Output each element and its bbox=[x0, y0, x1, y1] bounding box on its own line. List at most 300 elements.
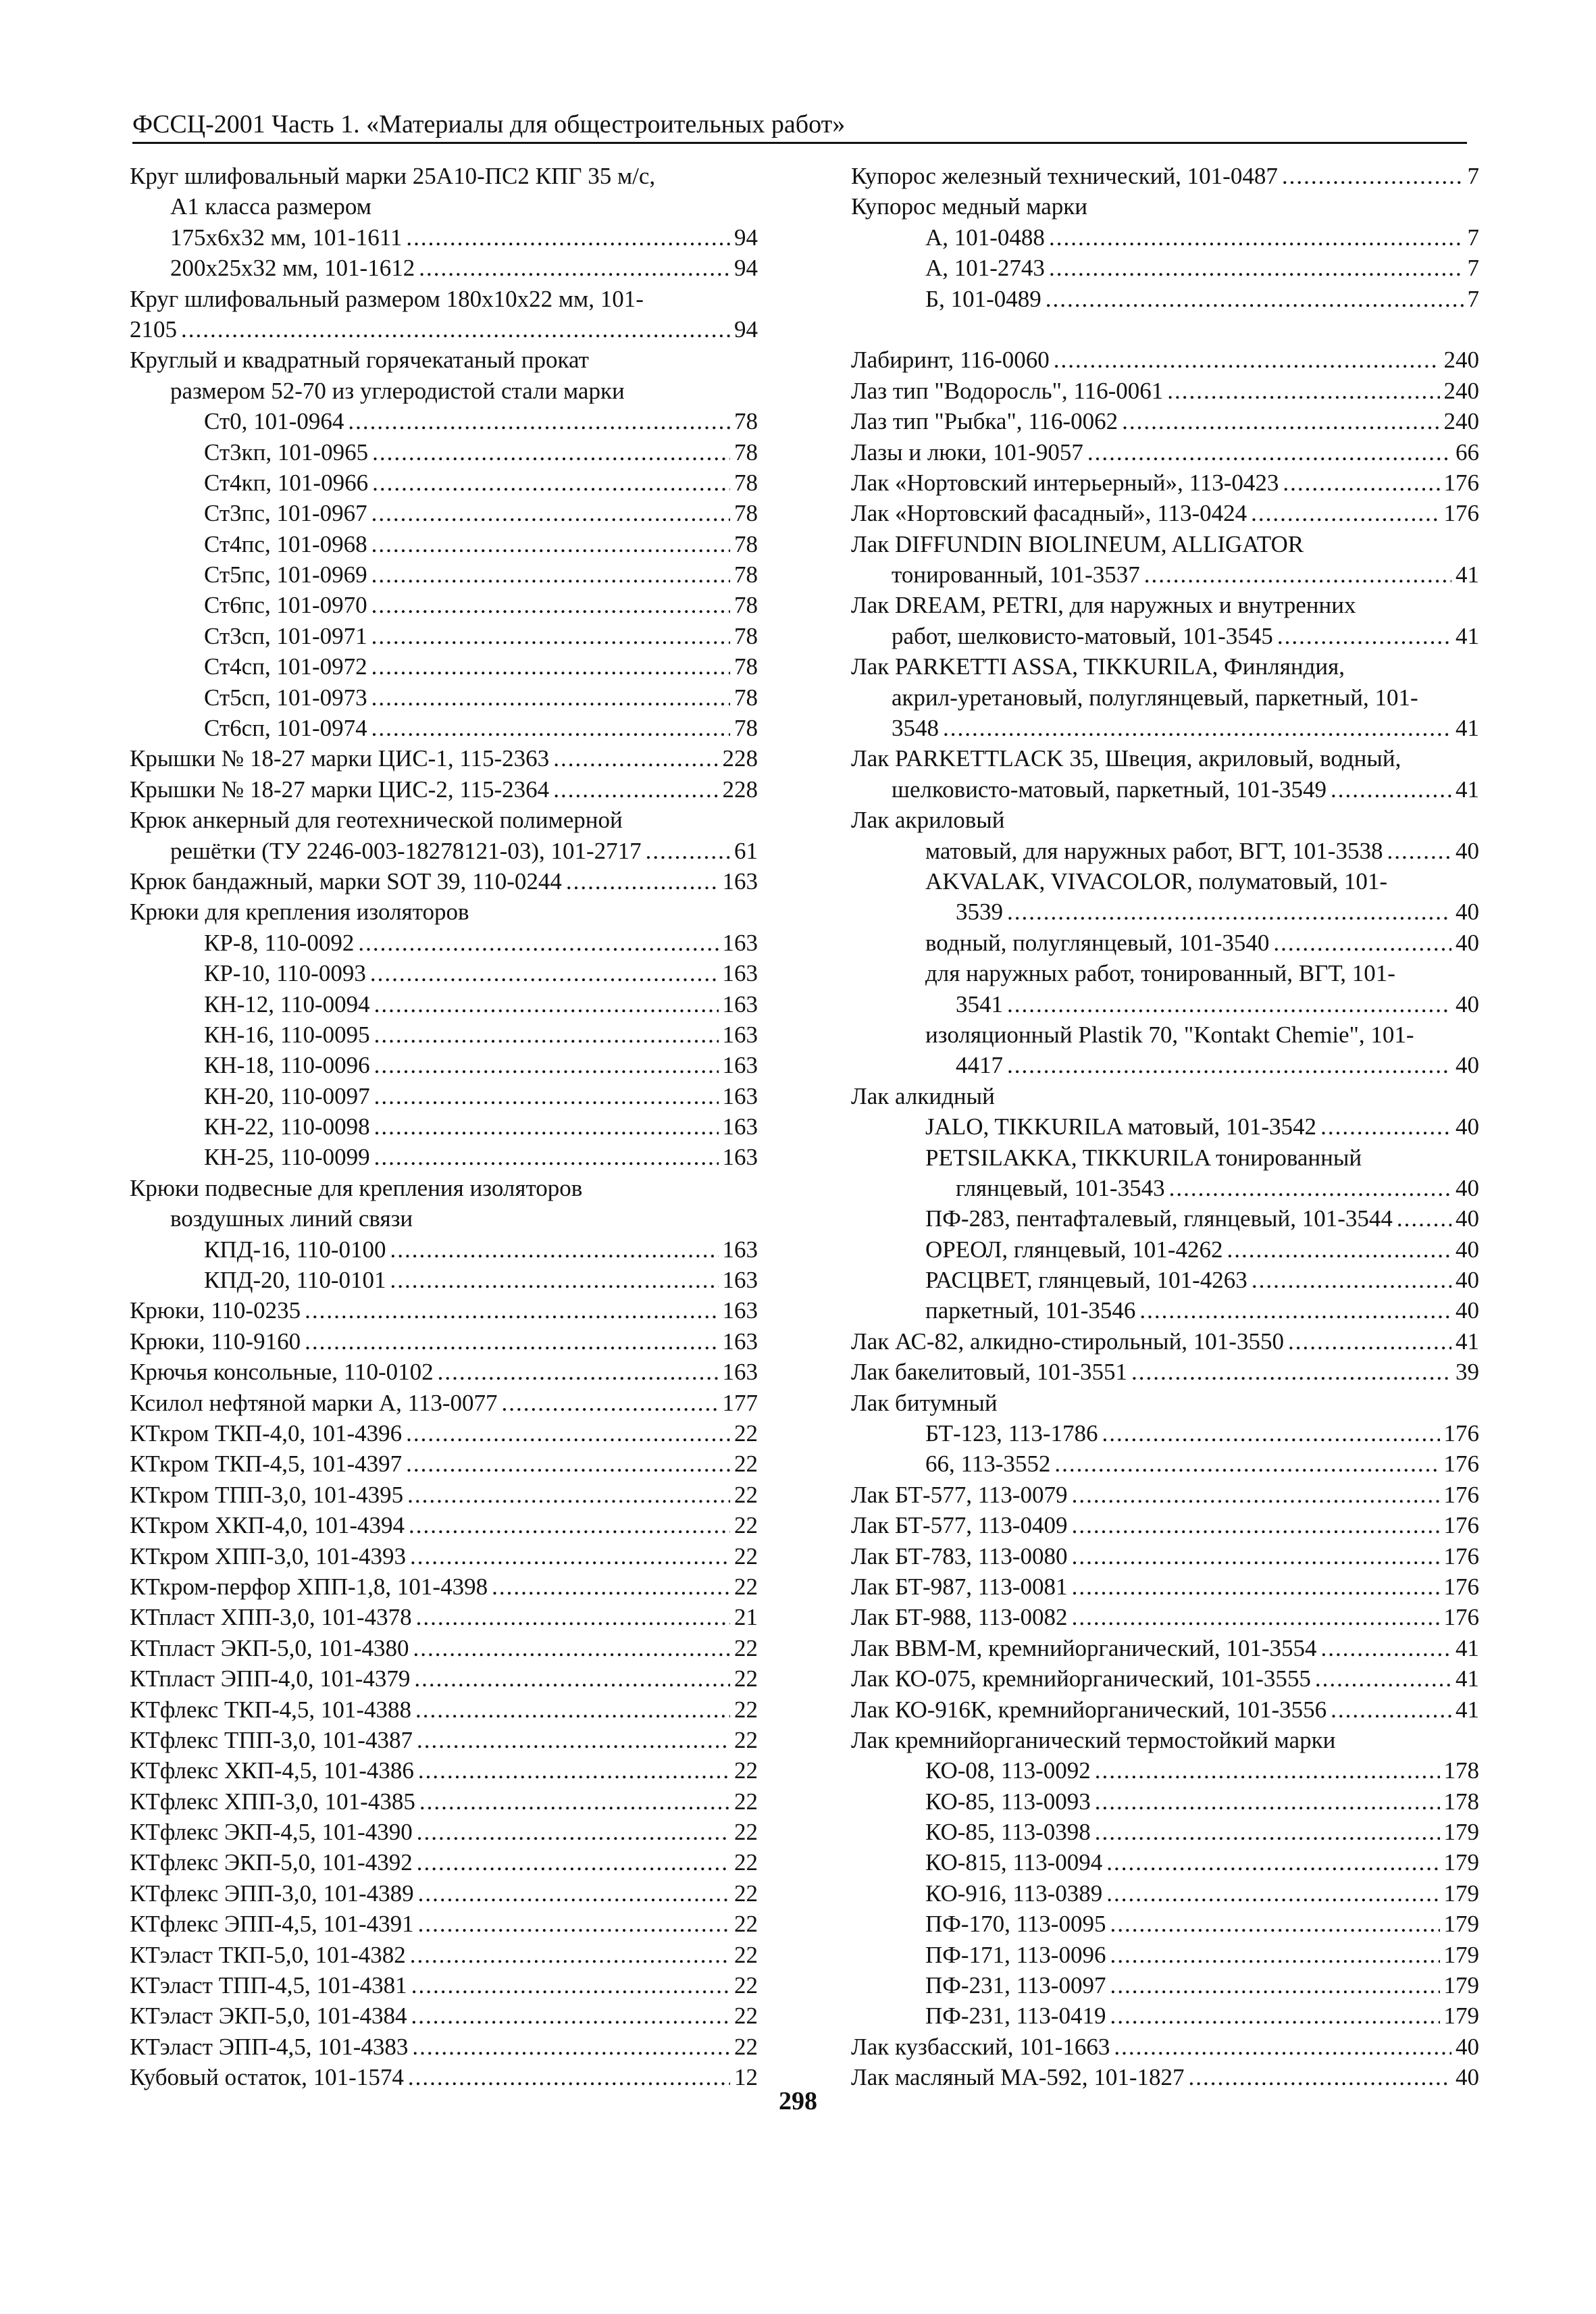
index-heading: Купорос медный марки bbox=[851, 193, 1088, 220]
entry-label: КО-85, 113-0398 bbox=[925, 1819, 1091, 1846]
entry-page-number: 78 bbox=[734, 592, 758, 619]
entry-page-number: 40 bbox=[1456, 1236, 1479, 1263]
entry-label: КН-18, 110-0096 bbox=[204, 1052, 370, 1079]
index-heading: изоляционный Plastik 70, "Kontakt Chemie", 101- bbox=[925, 1021, 1414, 1048]
entry-label: шелковисто-матовый, паркетный, 101-3549 bbox=[892, 776, 1327, 803]
dot-leader bbox=[1007, 989, 1451, 1020]
entry-label: КН-22, 110-0098 bbox=[204, 1113, 370, 1140]
entry-page-number: 163 bbox=[722, 1359, 758, 1386]
entry-label: 4417 bbox=[956, 1052, 1003, 1079]
entry-page-number: 94 bbox=[734, 316, 758, 343]
entry-label: РАСЦВЕТ, глянцевый, 101-4263 bbox=[925, 1267, 1247, 1294]
index-entry bbox=[130, 1694, 758, 1725]
index-heading: Крюки для крепления изоляторов bbox=[130, 899, 469, 926]
entry-label: КТфлекс ХПП-3,0, 101-4385 bbox=[130, 1788, 415, 1815]
entry-page-number: 22 bbox=[734, 1481, 758, 1508]
index-entry bbox=[130, 1081, 758, 1111]
entry-page-number: 176 bbox=[1443, 500, 1479, 527]
index-heading: Лак PARKETTLACK 35, Швеция, акриловый, водный, bbox=[851, 745, 1401, 772]
entry-label: КО-08, 113-0092 bbox=[925, 1757, 1091, 1784]
index-entry bbox=[130, 1602, 758, 1632]
entry-label: ОРЕОЛ, глянцевый, 101-4262 bbox=[925, 1236, 1223, 1263]
dot-leader bbox=[417, 1847, 730, 1878]
entry-label: Ст0, 101-0964 bbox=[204, 408, 344, 435]
index-heading: акрил-уретановый, полуглянцевый, паркетный, 101- bbox=[892, 684, 1418, 711]
entry-page-number: 61 bbox=[734, 837, 758, 864]
dot-leader bbox=[943, 713, 1451, 743]
index-entry bbox=[851, 1480, 1479, 1510]
entry-label: Ст3сп, 101-0971 bbox=[204, 622, 367, 649]
index-entry bbox=[851, 1755, 1479, 1786]
index-heading: Лак PARKETTI ASSA, TIKKURILA, Финляндия, bbox=[851, 653, 1345, 680]
entry-label: паркетный, 101-3546 bbox=[925, 1297, 1136, 1324]
entry-page-number: 22 bbox=[734, 1451, 758, 1478]
dot-leader bbox=[418, 1755, 730, 1786]
entry-page-number: 228 bbox=[722, 776, 758, 803]
entry-page-number: 78 bbox=[734, 469, 758, 496]
dot-leader bbox=[358, 928, 718, 958]
entry-label: Ксилол нефтяной марки А, 113-0077 bbox=[130, 1389, 498, 1416]
entry-page-number: 163 bbox=[722, 1113, 758, 1140]
index-entry bbox=[130, 1234, 758, 1265]
dot-leader bbox=[1167, 376, 1439, 406]
index-entry bbox=[851, 836, 1479, 866]
dot-leader bbox=[1144, 559, 1451, 590]
index-entry bbox=[851, 1663, 1479, 1694]
dot-leader bbox=[1007, 897, 1451, 927]
entry-page-number: 179 bbox=[1443, 2003, 1479, 2030]
entry-label: КО-85, 113-0093 bbox=[925, 1788, 1091, 1815]
dot-leader bbox=[1110, 1909, 1439, 1939]
index-entry bbox=[130, 1510, 758, 1540]
index-entry bbox=[130, 1388, 758, 1418]
dot-leader bbox=[418, 1909, 730, 1939]
index-entry bbox=[851, 1234, 1479, 1265]
index-entry bbox=[130, 1111, 758, 1142]
entry-label: Б, 101-0489 bbox=[925, 285, 1041, 312]
entry-page-number: 179 bbox=[1443, 1911, 1479, 1938]
entry-page-number: 40 bbox=[1456, 1297, 1479, 1324]
entry-page-number: 240 bbox=[1443, 347, 1479, 374]
index-entry bbox=[130, 836, 758, 866]
dot-leader bbox=[390, 1234, 719, 1265]
entry-label: БТ-123, 113-1786 bbox=[925, 1420, 1098, 1447]
entry-label: Лак БТ-987, 113-0081 bbox=[851, 1573, 1068, 1600]
index-entry bbox=[851, 253, 1479, 283]
index-entry bbox=[130, 468, 758, 498]
entry-page-number: 40 bbox=[1456, 2033, 1479, 2060]
entry-page-number: 176 bbox=[1443, 1542, 1479, 1569]
entry-label: А, 101-0488 bbox=[925, 224, 1045, 251]
dot-leader bbox=[410, 1940, 730, 1970]
dot-leader bbox=[1320, 1111, 1451, 1142]
entry-label: Лак БТ-783, 113-0080 bbox=[851, 1542, 1068, 1569]
entry-page-number: 240 bbox=[1443, 377, 1479, 404]
index-entry bbox=[851, 2001, 1479, 2031]
entry-label: КТпласт ЭПП-4,0, 101-4379 bbox=[130, 1665, 411, 1692]
index-entry bbox=[851, 713, 1479, 743]
entry-label: Лак БТ-577, 113-0079 bbox=[851, 1481, 1068, 1508]
index-heading: для наружных работ, тонированный, ВГТ, 101- bbox=[925, 960, 1395, 987]
index-entry bbox=[851, 1326, 1479, 1357]
entry-label: КПД-20, 110-0101 bbox=[204, 1267, 386, 1294]
index-entry bbox=[130, 1265, 758, 1295]
entry-label: Крюки, 110-9160 bbox=[130, 1328, 301, 1355]
dot-leader bbox=[181, 314, 730, 345]
entry-label: Лак КО-075, кремнийорганический, 101-3555 bbox=[851, 1665, 1311, 1692]
index-entry bbox=[851, 1571, 1479, 1602]
index-entry bbox=[130, 1480, 758, 1510]
entry-label: Лаз тип "Рыбка", 116-0062 bbox=[851, 408, 1118, 435]
dot-leader bbox=[1095, 1755, 1440, 1786]
entry-label: Крышки № 18-27 марки ЦИС-1, 115-2363 bbox=[130, 745, 550, 772]
entry-page-number: 41 bbox=[1456, 776, 1479, 803]
dot-leader bbox=[418, 1878, 730, 1909]
entry-page-number: 179 bbox=[1443, 1941, 1479, 1968]
index-entry bbox=[851, 1909, 1479, 1939]
entry-page-number: 40 bbox=[1456, 1267, 1479, 1294]
index-entry bbox=[851, 559, 1479, 590]
page-number: 298 bbox=[779, 2087, 817, 2115]
index-entry bbox=[851, 897, 1479, 927]
entry-page-number: 40 bbox=[1456, 929, 1479, 956]
index-entry bbox=[851, 1970, 1479, 2001]
index-heading: воздушных линий связи bbox=[170, 1205, 413, 1232]
dot-leader bbox=[1072, 1510, 1440, 1540]
entry-label: 175х6х32 мм, 101-1611 bbox=[170, 224, 403, 251]
entry-page-number: 41 bbox=[1456, 1696, 1479, 1723]
index-entry bbox=[130, 1633, 758, 1663]
dot-leader bbox=[412, 2032, 730, 2062]
entry-label: Лабиринт, 116-0060 bbox=[851, 347, 1050, 374]
dot-leader bbox=[411, 1970, 730, 2001]
dot-leader bbox=[1227, 1234, 1451, 1265]
entry-label: ПФ-231, 113-0097 bbox=[925, 1972, 1106, 1999]
dot-leader bbox=[372, 437, 730, 468]
entry-page-number: 179 bbox=[1443, 1819, 1479, 1846]
dot-leader bbox=[371, 713, 730, 743]
dot-leader bbox=[566, 866, 719, 897]
entry-page-number: 40 bbox=[1456, 899, 1479, 926]
index-entry bbox=[851, 1173, 1479, 1203]
dot-leader bbox=[417, 1817, 730, 1847]
entry-label: КТкром ТКП-4,0, 101-4396 bbox=[130, 1420, 403, 1447]
dot-leader bbox=[1095, 1786, 1440, 1817]
entry-page-number: 39 bbox=[1456, 1359, 1479, 1386]
index-entry bbox=[130, 1786, 758, 1817]
entry-page-number: 41 bbox=[1456, 622, 1479, 649]
entry-label: Крючья консольные, 110-0102 bbox=[130, 1359, 434, 1386]
entry-page-number: 179 bbox=[1443, 1880, 1479, 1907]
dot-leader bbox=[1102, 1418, 1440, 1449]
entry-page-number: 163 bbox=[722, 1144, 758, 1171]
entry-label: Лазы и люки, 101-9057 bbox=[851, 438, 1083, 466]
entry-page-number: 176 bbox=[1443, 1420, 1479, 1447]
entry-page-number: 78 bbox=[734, 438, 758, 466]
entry-page-number: 176 bbox=[1443, 1512, 1479, 1539]
index-heading: Лак DREAM, PETRI, для наружных и внутренних bbox=[851, 592, 1356, 619]
entry-label: Лак бакелитовый, 101-3551 bbox=[851, 1359, 1127, 1386]
entry-label: КР-10, 110-0093 bbox=[204, 960, 366, 987]
entry-page-number: 22 bbox=[734, 1941, 758, 1968]
index-heading: Круг шлифовальный размером 180х10х22 мм, 101- bbox=[130, 285, 644, 312]
index-entry bbox=[130, 529, 758, 559]
index-entry bbox=[130, 437, 758, 468]
entry-page-number: 40 bbox=[1456, 837, 1479, 864]
dot-leader bbox=[553, 774, 718, 805]
entry-label: КО-916, 113-0389 bbox=[925, 1880, 1103, 1907]
dot-leader bbox=[1282, 161, 1464, 191]
entry-label: КН-25, 110-0099 bbox=[204, 1144, 370, 1171]
entry-page-number: 179 bbox=[1443, 1849, 1479, 1876]
entry-label: Крюк бандажный, марки SOT 39, 110-0244 bbox=[130, 867, 562, 895]
entry-page-number: 176 bbox=[1443, 1573, 1479, 1600]
entry-label: Ст5сп, 101-0973 bbox=[204, 684, 367, 711]
entry-label: Купорос железный технический, 101-0487 bbox=[851, 162, 1278, 189]
entry-label: КТпласт ХПП-3,0, 101-4378 bbox=[130, 1604, 412, 1631]
entry-label: КТэласт ЭКП-5,0, 101-4384 bbox=[130, 2003, 407, 2030]
index-entry bbox=[130, 1449, 758, 1479]
entry-label: КТэласт ТКП-5,0, 101-4382 bbox=[130, 1941, 406, 1968]
entry-label: КТфлекс ЭКП-4,5, 101-4390 bbox=[130, 1819, 413, 1846]
entry-label: Ст3кп, 101-0965 bbox=[204, 438, 369, 466]
entry-page-number: 163 bbox=[722, 867, 758, 895]
entry-label: 3541 bbox=[956, 990, 1003, 1017]
entry-label: 2105 bbox=[130, 316, 177, 343]
index-heading: Круглый и квадратный горячекатаный прокат bbox=[130, 347, 589, 374]
entry-label: Ст5пс, 101-0969 bbox=[204, 561, 367, 588]
dot-leader bbox=[406, 1449, 730, 1479]
entry-label: Кубовый остаток, 101-1574 bbox=[130, 2064, 404, 2091]
entry-page-number: 176 bbox=[1443, 1481, 1479, 1508]
dot-leader bbox=[1110, 1970, 1439, 2001]
index-entry bbox=[130, 866, 758, 897]
entry-label: Лак кузбасский, 101-1663 bbox=[851, 2033, 1110, 2060]
index-entry bbox=[130, 314, 758, 345]
index-entry bbox=[130, 559, 758, 590]
index-entry bbox=[130, 498, 758, 528]
index-entry bbox=[130, 1663, 758, 1694]
index-entry bbox=[130, 1326, 758, 1357]
dot-leader bbox=[374, 1050, 719, 1080]
entry-label: 3548 bbox=[892, 715, 939, 742]
entry-label: 66, 113-3552 bbox=[925, 1451, 1051, 1478]
dot-leader bbox=[371, 590, 730, 620]
entry-page-number: 22 bbox=[734, 1880, 758, 1907]
dot-leader bbox=[411, 2001, 730, 2031]
entry-page-number: 22 bbox=[734, 1972, 758, 1999]
index-entry bbox=[851, 1694, 1479, 1725]
index-entry bbox=[130, 989, 758, 1020]
entry-label: ПФ-231, 113-0419 bbox=[925, 2003, 1106, 2030]
dot-leader bbox=[1054, 345, 1440, 375]
dot-leader bbox=[374, 989, 719, 1020]
running-header: ФССЦ-2001 Часть 1. «Материалы для общестроительных работ» bbox=[132, 107, 1467, 144]
entry-label: КТкром ХКП-4,0, 101-4394 bbox=[130, 1512, 405, 1539]
entry-page-number: 22 bbox=[734, 1573, 758, 1600]
entry-page-number: 40 bbox=[1456, 2064, 1479, 2091]
dot-leader bbox=[374, 1081, 719, 1111]
index-entry bbox=[851, 1940, 1479, 1970]
dot-leader bbox=[1397, 1203, 1451, 1234]
entry-label: КР-8, 110-0092 bbox=[204, 929, 355, 956]
entry-page-number: 163 bbox=[722, 929, 758, 956]
dot-leader bbox=[1110, 1940, 1439, 1970]
index-entry bbox=[130, 958, 758, 988]
index-entry bbox=[851, 1817, 1479, 1847]
dot-leader bbox=[372, 468, 730, 498]
dot-leader bbox=[410, 1541, 730, 1571]
index-entry bbox=[851, 376, 1479, 406]
index-heading: Лак кремнийорганический термостойкий марки bbox=[851, 1726, 1336, 1753]
index-entry bbox=[851, 1510, 1479, 1540]
entry-page-number: 22 bbox=[734, 1819, 758, 1846]
index-heading: Крюки подвесные для крепления изоляторов bbox=[130, 1174, 583, 1201]
entry-label: Лак «Нортовский интерьерный», 113-0423 bbox=[851, 469, 1279, 496]
index-column-left bbox=[130, 161, 758, 2093]
index-entry bbox=[130, 1418, 758, 1449]
index-entry bbox=[130, 1725, 758, 1755]
entry-page-number: 176 bbox=[1443, 469, 1479, 496]
index-entry bbox=[851, 498, 1479, 528]
entry-label: КТкром ХПП-3,0, 101-4393 bbox=[130, 1542, 406, 1569]
dot-leader bbox=[1072, 1571, 1440, 1602]
dot-leader bbox=[1288, 1326, 1451, 1357]
entry-label: Лаз тип "Водоросль", 116-0061 bbox=[851, 377, 1164, 404]
entry-label: работ, шелковисто-матовый, 101-3545 bbox=[892, 622, 1273, 649]
entry-label: КТфлекс ЭПП-3,0, 101-4389 bbox=[130, 1880, 414, 1907]
entry-page-number: 41 bbox=[1456, 715, 1479, 742]
entry-page-number: 176 bbox=[1443, 1451, 1479, 1478]
index-entry bbox=[851, 1357, 1479, 1387]
entry-page-number: 78 bbox=[734, 500, 758, 527]
index-entry bbox=[130, 1357, 758, 1387]
dot-leader bbox=[1273, 928, 1451, 958]
index-entry bbox=[130, 222, 758, 253]
index-entry bbox=[130, 1909, 758, 1939]
entry-page-number: 21 bbox=[734, 1604, 758, 1631]
dot-leader bbox=[419, 253, 730, 283]
dot-leader bbox=[407, 1480, 730, 1510]
index-entry bbox=[130, 253, 758, 283]
index-heading: PETSILAKKA, TIKKURILA тонированный bbox=[925, 1144, 1362, 1171]
entry-label: глянцевый, 101-3543 bbox=[956, 1174, 1165, 1201]
entry-page-number: 178 bbox=[1443, 1757, 1479, 1784]
entry-label: КН-16, 110-0095 bbox=[204, 1021, 370, 1048]
index-heading: Лак алкидный bbox=[851, 1082, 995, 1109]
entry-page-number: 41 bbox=[1456, 1634, 1479, 1661]
entry-page-number: 78 bbox=[734, 561, 758, 588]
entry-page-number: 41 bbox=[1456, 1665, 1479, 1692]
entry-page-number: 66 bbox=[1456, 438, 1479, 466]
index-heading: А1 класса размером bbox=[170, 193, 371, 220]
entry-page-number: 163 bbox=[722, 1236, 758, 1263]
dot-leader bbox=[374, 1142, 719, 1172]
index-entry bbox=[130, 1571, 758, 1602]
dot-leader bbox=[1251, 498, 1439, 528]
index-entry bbox=[851, 1050, 1479, 1080]
dot-leader bbox=[370, 958, 719, 988]
entry-label: КТфлекс ЭКП-5,0, 101-4392 bbox=[130, 1849, 413, 1876]
index-heading: Лак DIFFUNDIN BIOLINEUM, ALLIGATOR bbox=[851, 530, 1304, 557]
entry-page-number: 22 bbox=[734, 1911, 758, 1938]
entry-page-number: 22 bbox=[734, 2033, 758, 2060]
index-entry bbox=[851, 928, 1479, 958]
entry-page-number: 22 bbox=[734, 1665, 758, 1692]
entry-page-number: 22 bbox=[734, 1512, 758, 1539]
index-entry bbox=[851, 1786, 1479, 1817]
index-entry bbox=[130, 651, 758, 682]
index-entry bbox=[130, 1878, 758, 1909]
index-entry bbox=[130, 1295, 758, 1326]
entry-label: КТпласт ЭКП-5,0, 101-4380 bbox=[130, 1634, 409, 1661]
entry-page-number: 41 bbox=[1456, 561, 1479, 588]
entry-label: Лак «Нортовский фасадный», 113-0424 bbox=[851, 500, 1247, 527]
index-heading: AKVALAK, VIVACOLOR, полуматовый, 101- bbox=[925, 867, 1388, 895]
index-entry bbox=[851, 1295, 1479, 1326]
entry-page-number: 22 bbox=[734, 1757, 758, 1784]
entry-page-number: 78 bbox=[734, 653, 758, 680]
dot-leader bbox=[1007, 1050, 1451, 1080]
index-entry bbox=[130, 1142, 758, 1173]
entry-page-number: 7 bbox=[1467, 224, 1479, 251]
spacer bbox=[851, 314, 1479, 345]
dot-leader bbox=[1114, 2032, 1451, 2062]
dot-leader bbox=[438, 1357, 719, 1387]
dot-leader bbox=[1072, 1541, 1440, 1571]
entry-page-number: 78 bbox=[734, 684, 758, 711]
entry-page-number: 176 bbox=[1443, 1604, 1479, 1631]
dot-leader bbox=[1095, 1817, 1440, 1847]
index-entry bbox=[851, 437, 1479, 468]
dot-leader bbox=[1331, 1694, 1451, 1725]
index-entry bbox=[130, 1817, 758, 1847]
entry-label: ПФ-170, 113-0095 bbox=[925, 1911, 1106, 1938]
entry-label: матовый, для наружных работ, ВГТ, 101-3538 bbox=[925, 837, 1383, 864]
entry-label: Ст3пс, 101-0967 bbox=[204, 500, 367, 527]
dot-leader bbox=[371, 651, 730, 682]
dot-leader bbox=[371, 529, 730, 559]
entry-label: Ст4пс, 101-0968 bbox=[204, 530, 367, 557]
dot-leader bbox=[1387, 836, 1451, 866]
entry-page-number: 78 bbox=[734, 530, 758, 557]
entry-page-number: 40 bbox=[1456, 990, 1479, 1017]
entry-page-number: 40 bbox=[1456, 1205, 1479, 1232]
entry-label: КО-815, 113-0094 bbox=[925, 1849, 1103, 1876]
entry-label: КТфлекс ЭПП-4,5, 101-4391 bbox=[130, 1911, 414, 1938]
index-entry bbox=[130, 743, 758, 774]
dot-leader bbox=[1283, 468, 1439, 498]
dot-leader bbox=[553, 743, 718, 774]
index-entry bbox=[130, 1050, 758, 1080]
entry-label: Ст4сп, 101-0972 bbox=[204, 653, 367, 680]
dot-leader bbox=[371, 498, 730, 528]
index-entry bbox=[130, 1847, 758, 1878]
entry-page-number: 94 bbox=[734, 255, 758, 282]
index-entry bbox=[130, 1755, 758, 1786]
entry-page-number: 78 bbox=[734, 622, 758, 649]
index-entry bbox=[851, 2032, 1479, 2062]
entry-page-number: 163 bbox=[722, 990, 758, 1017]
index-entry bbox=[130, 1020, 758, 1050]
index-entry bbox=[851, 1265, 1479, 1295]
index-entry bbox=[130, 1541, 758, 1571]
index-entry bbox=[851, 1602, 1479, 1632]
entry-page-number: 22 bbox=[734, 1849, 758, 1876]
dot-leader bbox=[371, 559, 730, 590]
entry-label: Лак БТ-988, 113-0082 bbox=[851, 1604, 1068, 1631]
entry-label: КТфлекс ТПП-3,0, 101-4387 bbox=[130, 1726, 413, 1753]
